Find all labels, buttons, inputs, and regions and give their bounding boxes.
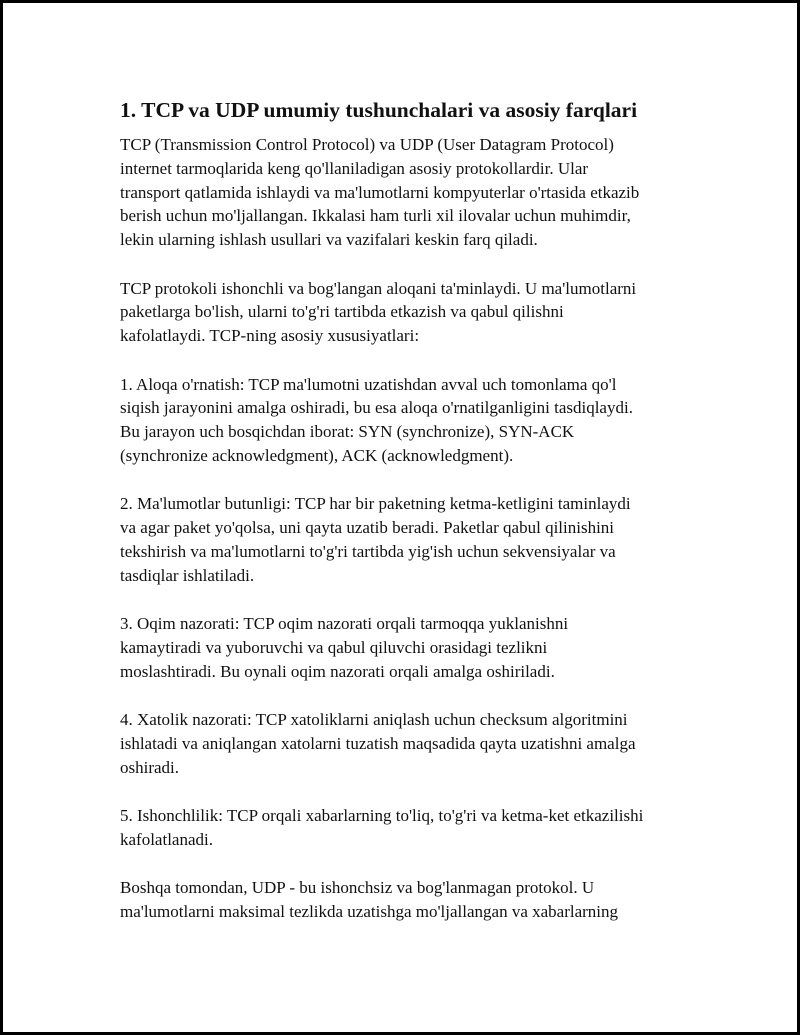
text-line: berish uchun mo'ljallangan. Ikkalasi ham turli xil ilovalar uchun muhimdir,	[120, 206, 631, 226]
paragraph-connection-setup	[120, 373, 705, 468]
text-line: tasdiqlar ishlatiladi.	[120, 565, 255, 585]
text-line: (synchronize acknowledgment), ACK (acknowledgment).	[120, 445, 514, 465]
text-line: lekin ularning ishlash usullari va vazifalari keskin farq qiladi.	[120, 230, 538, 250]
text-line: 1. Aloqa o'rnatish: TCP ma'lumotni uzatishdan avval uch tomonlama qo'l	[120, 374, 617, 394]
text-line: tekshirish va ma'lumotlarni to'g'ri tartibda yig'ish uchun sekvensiyalar va	[120, 541, 616, 561]
text-line: kamaytiradi va yuboruvchi va qabul qiluvchi orasidagi tezlikni	[120, 637, 548, 657]
text-line: kafolatlanadi.	[120, 829, 213, 849]
paragraph-tcp-overview	[120, 277, 705, 348]
text-line: Bu jarayon uch bosqichdan iborat: SYN (synchronize), SYN-ACK	[120, 422, 575, 442]
paragraph-data-integrity	[120, 492, 705, 587]
text-line: Boshqa tomondan, UDP - bu ishonchsiz va bog'lanmagan protokol. U	[120, 878, 595, 898]
paragraph-error-control	[120, 708, 705, 779]
text-line: ma'lumotlarni maksimal tezlikda uzatishga mo'ljallangan va xabarlarning	[120, 902, 619, 922]
text-line: paketlarga bo'lish, ularni to'g'ri tartibda etkazish va qabul qilishni	[120, 302, 564, 322]
paragraph-flow-control	[120, 612, 705, 683]
text-line: kafolatlaydi. TCP-ning asosiy xususiyatlari:	[120, 326, 420, 346]
text-line: TCP protokoli ishonchli va bog'langan aloqani ta'minlaydi. U ma'lumotlarni	[120, 278, 637, 298]
text-line: transport qatlamida ishlaydi va ma'lumotlarni kompyuterlar o'rtasida etkazib	[120, 182, 640, 202]
text-line: 3. Oqim nazorati: TCP oqim nazorati orqali tarmoqqa yuklanishni	[120, 614, 569, 634]
paragraph-udp-overview	[120, 876, 705, 924]
text-line: internet tarmoqlarida keng qo'llaniladigan asosiy protokollardir. Ular	[120, 158, 589, 178]
document-content	[120, 97, 705, 948]
text-line: 4. Xatolik nazorati: TCP xatoliklarni aniqlash uchun checksum algoritmini	[120, 710, 628, 730]
text-line: ishlatadi va aniqlangan xatolarni tuzatish maqsadida qayta uzatishni amalga	[120, 733, 636, 753]
text-line: 2. Ma'lumotlar butunligi: TCP har bir paketning ketma-ketligini taminlaydi	[120, 494, 631, 514]
section-heading: 1. TCP va UDP umumiy tushunchalari va asosiy farqlari	[120, 98, 638, 122]
text-line: moslashtiradi. Bu oynali oqim nazorati orqali amalga oshiriladi.	[120, 661, 555, 681]
text-line: siqish jarayonini amalga oshiradi, bu esa aloqa o'rnatilganligini tasdiqlaydi.	[120, 398, 633, 418]
text-line: TCP (Transmission Control Protocol) va UDP (User Datagram Protocol)	[120, 135, 614, 154]
text-line: va agar paket yo'qolsa, uni qayta uzatib beradi. Paketlar qabul qilinishini	[120, 518, 615, 538]
paragraph-reliability	[120, 804, 705, 852]
text-line: 5. Ishonchlilik: TCP orqali xabarlarning to'liq, to'g'ri va ketma-ket etkazilishi	[120, 806, 644, 826]
paragraph-intro	[120, 133, 705, 252]
text-line: oshiradi.	[120, 757, 180, 777]
